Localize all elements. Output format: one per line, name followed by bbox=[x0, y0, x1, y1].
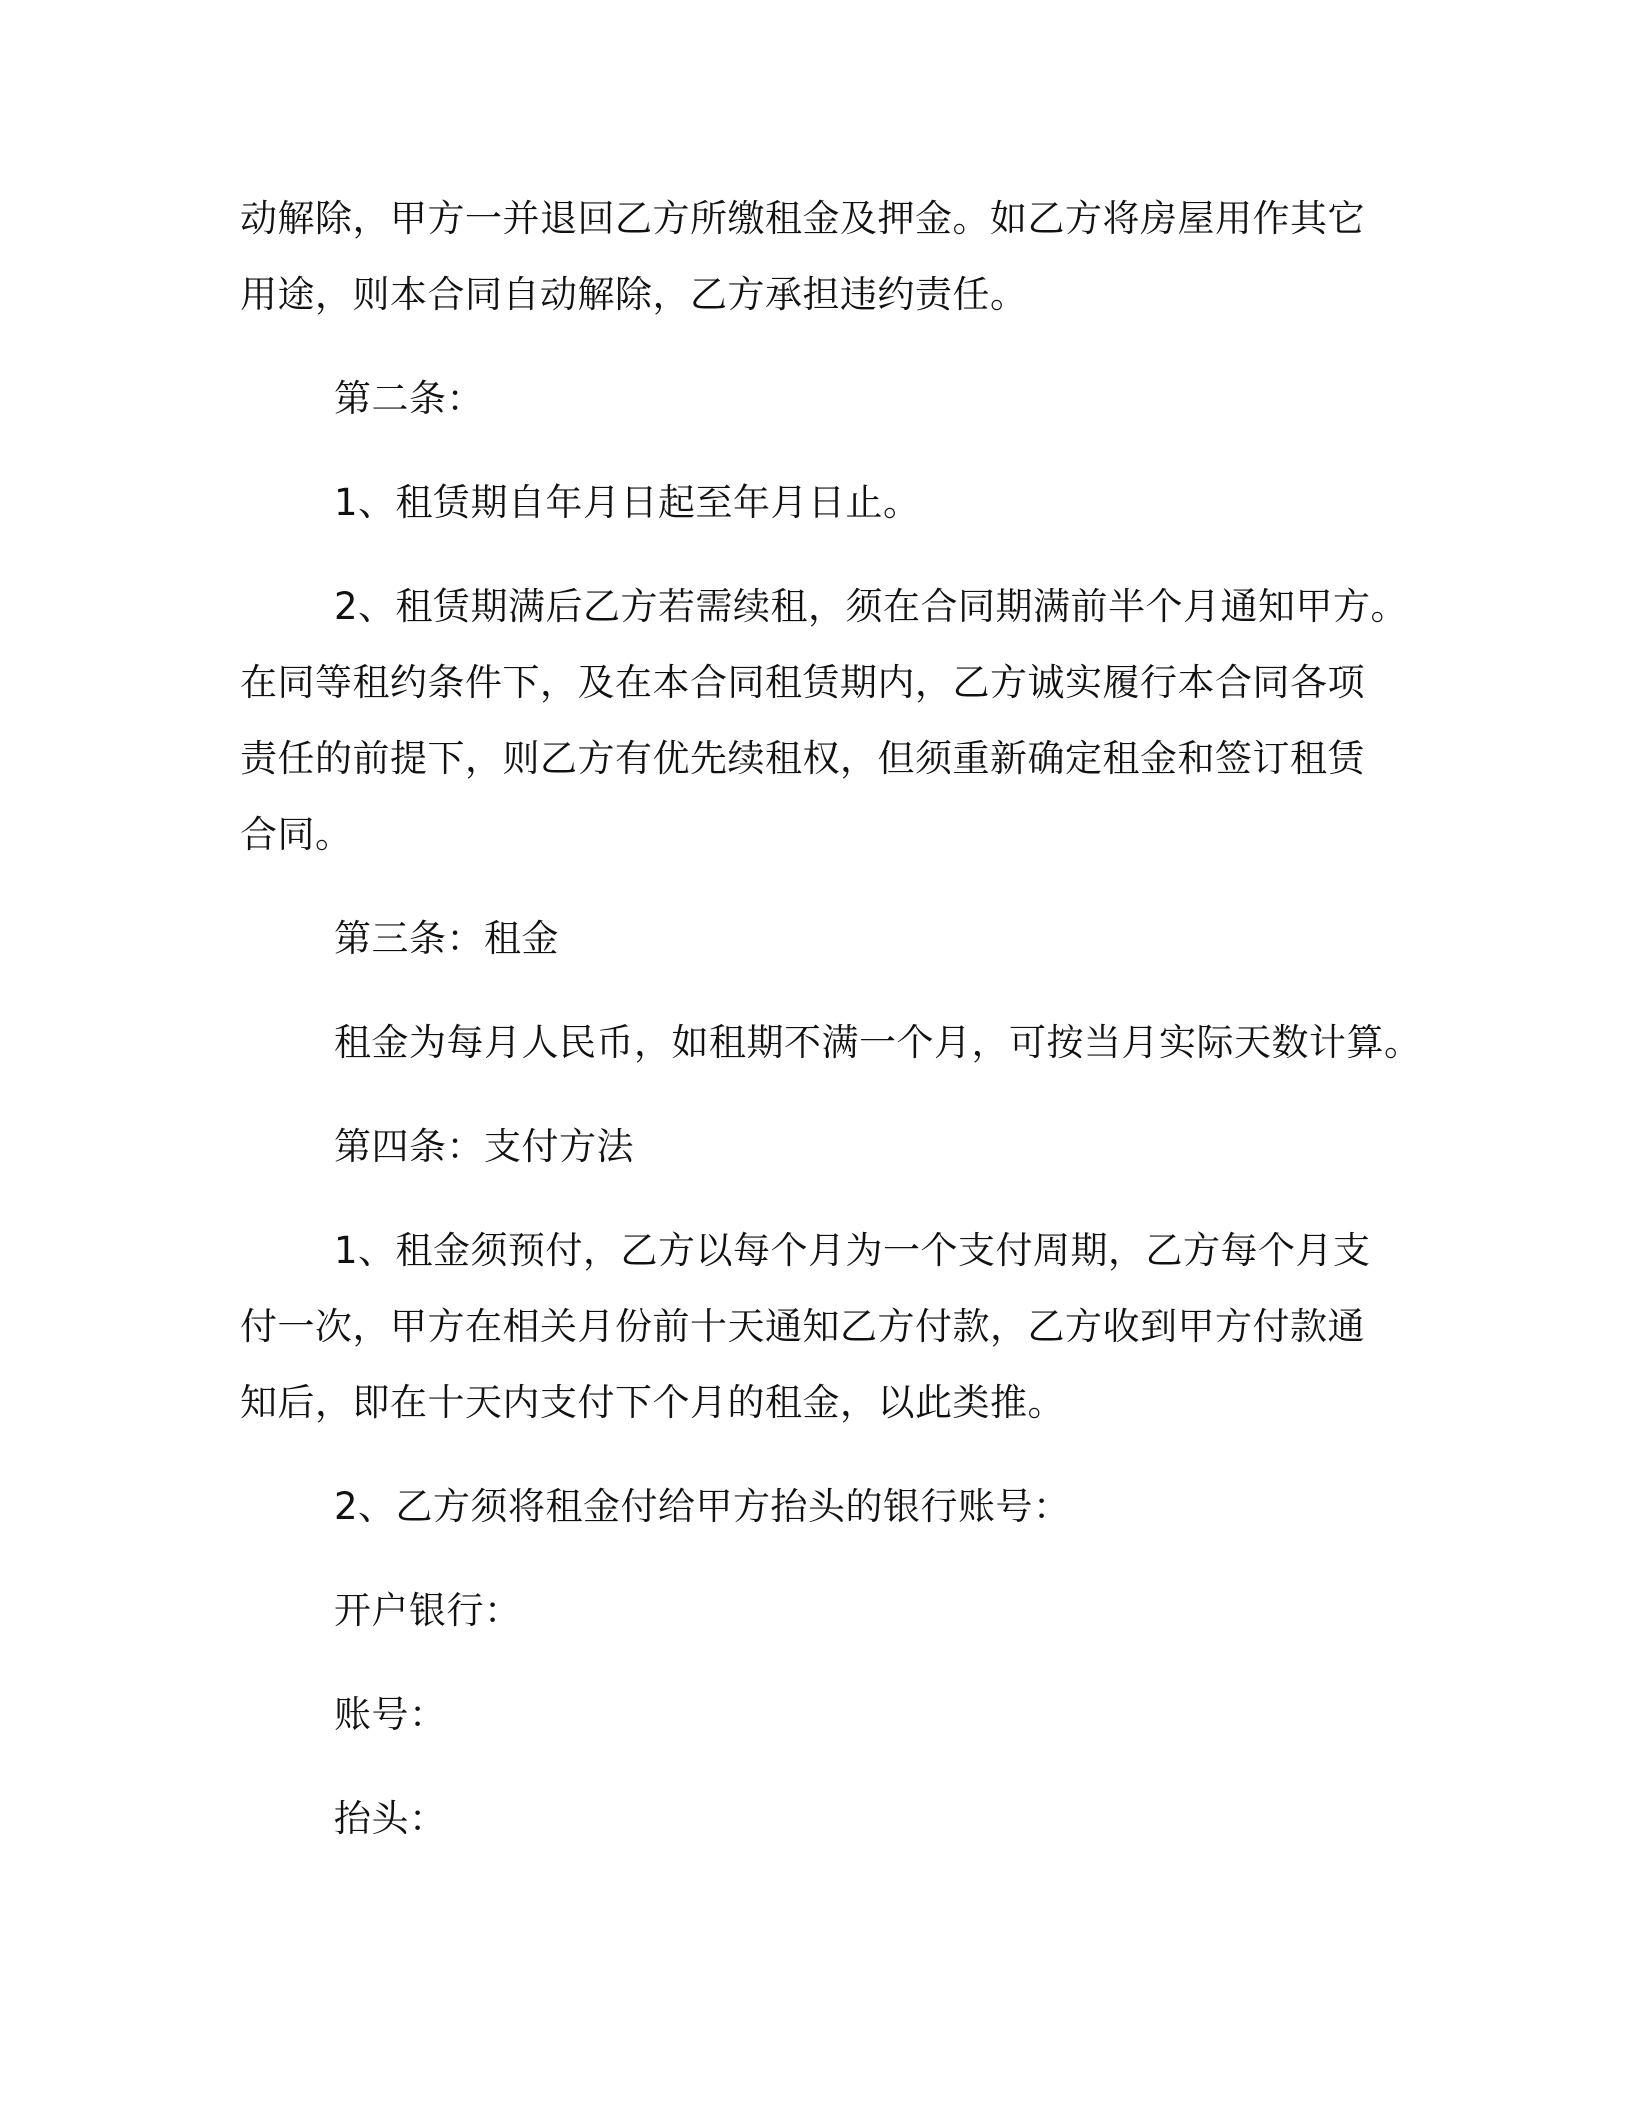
text-line: 知后，即在十天内支付下个月的租金，以此类推。 bbox=[240, 1381, 1065, 1424]
account-label: 账号： bbox=[334, 1693, 447, 1736]
text-line: 租金为每月人民币，如租期不满一个月，可按当月实际天数计算。 bbox=[334, 1021, 1422, 1064]
article-heading: 第三条：租金 bbox=[334, 917, 559, 960]
article-heading: 第四条：支付方法 bbox=[334, 1125, 634, 1168]
text-line: 合同。 bbox=[240, 813, 353, 856]
bank-label: 开户银行： bbox=[334, 1589, 522, 1632]
text-line: 动解除，甲方一并退回乙方所缴租金及押金。如乙方将房屋用作其它 bbox=[240, 197, 1365, 240]
article-heading: 第二条： bbox=[334, 377, 484, 420]
payee-label: 抬头： bbox=[334, 1797, 447, 1840]
text-line: 2、乙方须将租金付给甲方抬头的银行账号： bbox=[334, 1485, 1071, 1528]
text-line: 在同等租约条件下，及在本合同租赁期内，乙方诚实履行本合同各项 bbox=[240, 661, 1365, 704]
text-line: 1、租赁期自年月日起至年月日止。 bbox=[334, 481, 921, 524]
text-line: 2、租赁期满后乙方若需续租，须在合同期满前半个月通知甲方。 bbox=[334, 585, 1409, 628]
text-line: 付一次，甲方在相关月份前十天通知乙方付款，乙方收到甲方付款通 bbox=[240, 1305, 1365, 1348]
text-line: 用途，则本合同自动解除，乙方承担违约责任。 bbox=[240, 273, 1028, 316]
text-line: 1、租金须预付，乙方以每个月为一个支付周期，乙方每个月支 bbox=[334, 1229, 1371, 1272]
text-line: 责任的前提下，则乙方有优先续租权，但须重新确定租金和签订租赁 bbox=[240, 737, 1365, 780]
